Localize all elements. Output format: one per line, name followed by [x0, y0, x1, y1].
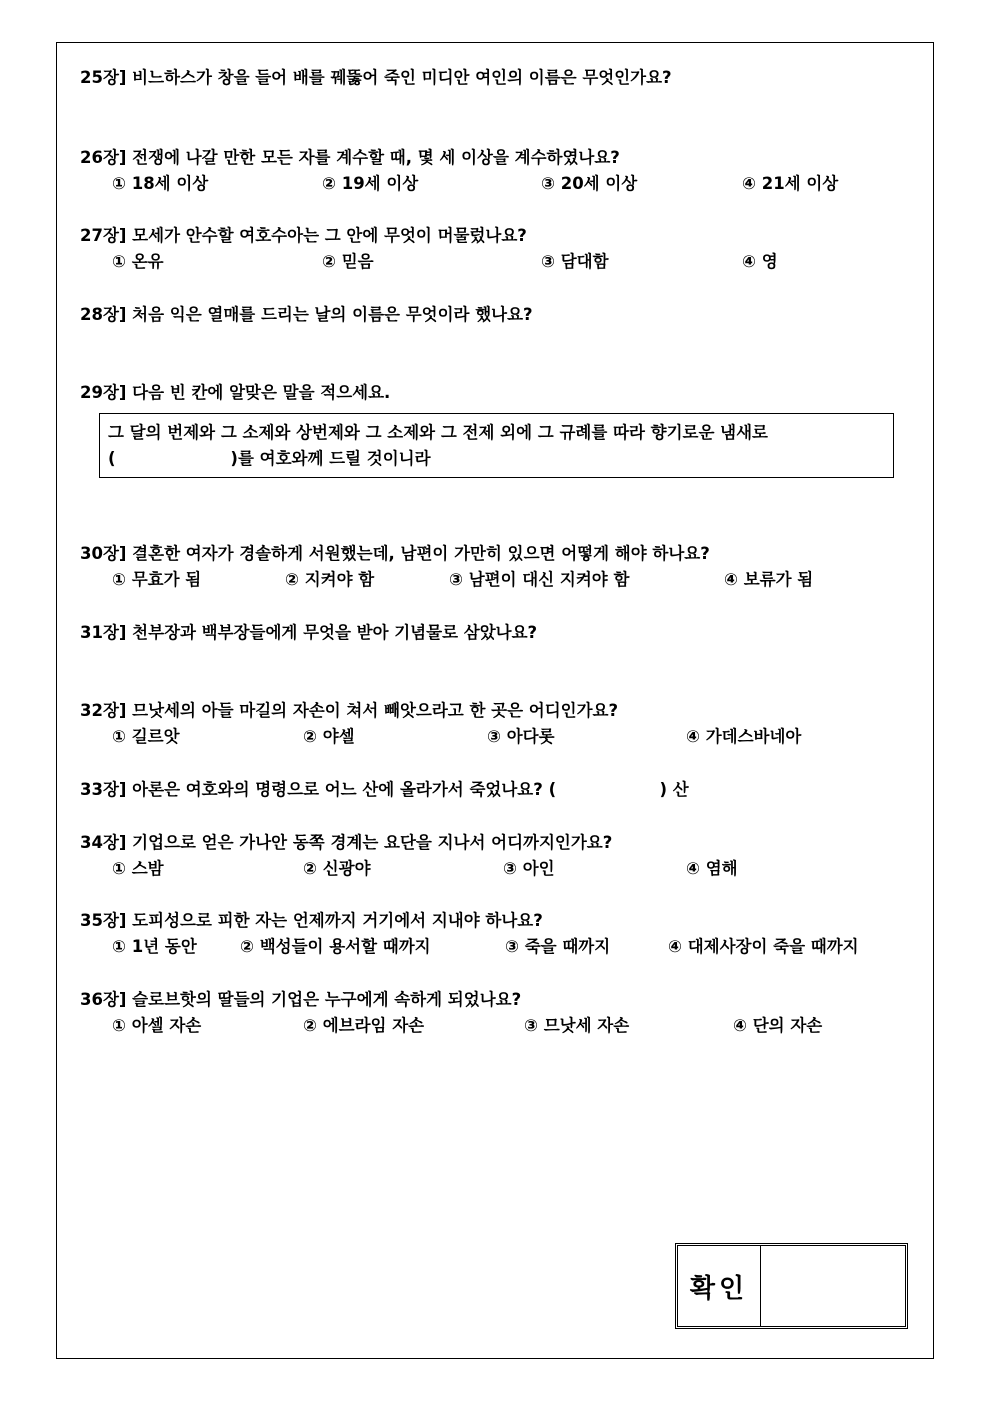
q35-option-2[interactable]: ② 백성들이 용서할 때까지 — [240, 937, 431, 956]
q32-option-3[interactable]: ③ 아다롯 — [487, 727, 555, 746]
question-32: 32장] 므낫세의 아들 마길의 자손이 쳐서 빼앗으라고 한 곳은 어디인가요? — [80, 701, 619, 720]
question-29: 29장] 다음 빈 칸에 알맞은 말을 적으세요. — [80, 383, 391, 402]
q27-option-1[interactable]: ① 온유 — [112, 252, 164, 271]
question-35: 35장] 도피성으로 피한 자는 언제까지 거기에서 지내야 하나요? — [80, 911, 543, 930]
q36-option-1[interactable]: ① 아셀 자손 — [112, 1016, 202, 1035]
question-33: 33장] 아론은 여호와의 명령으로 어느 산에 올라가서 죽었나요? ( ) 산 — [80, 780, 689, 799]
q36-option-3[interactable]: ③ 므낫세 자손 — [524, 1016, 630, 1035]
q30-option-1[interactable]: ① 무효가 됨 — [112, 570, 202, 589]
q27-option-3[interactable]: ③ 담대함 — [541, 252, 609, 271]
q30-option-2[interactable]: ② 지켜야 함 — [285, 570, 375, 589]
q35-option-1[interactable]: ① 1년 동안 — [112, 937, 197, 956]
q34-option-3[interactable]: ③ 아인 — [503, 859, 555, 878]
question-34: 34장] 기업으로 얻은 가나안 동쪽 경계는 요단을 지나서 어디까지인가요? — [80, 833, 613, 852]
q26-option-1[interactable]: ① 18세 이상 — [112, 174, 209, 193]
confirm-label: 확인 — [678, 1246, 761, 1326]
question-25: 25장] 비느하스가 창을 들어 배를 꿰뚫어 죽인 미디안 여인의 이름은 무엇인가요? — [80, 68, 672, 87]
fill-box-line-2: ( )를 여호와께 드릴 것이니라 — [108, 449, 431, 468]
question-27: 27장] 모세가 안수할 여호수아는 그 안에 무엇이 머물렀나요? — [80, 226, 527, 245]
fill-box-line-1: 그 달의 번제와 그 소제와 상번제와 그 소제와 그 전제 외에 그 규례를 따라 향기로운 냄새로 — [108, 423, 768, 442]
question-26: 26장] 전쟁에 나갈 만한 모든 자를 계수할 때, 몇 세 이상을 계수하였나요? — [80, 148, 620, 167]
q30-option-3[interactable]: ③ 남편이 대신 지켜야 함 — [449, 570, 630, 589]
q35-option-4[interactable]: ④ 대제사장이 죽을 때까지 — [668, 937, 859, 956]
question-36: 36장] 슬로브핫의 딸들의 기업은 누구에게 속하게 되었나요? — [80, 990, 522, 1009]
q36-option-2[interactable]: ② 에브라임 자손 — [303, 1016, 425, 1035]
q26-option-2[interactable]: ② 19세 이상 — [322, 174, 419, 193]
q34-option-4[interactable]: ④ 염해 — [686, 859, 738, 878]
q35-option-3[interactable]: ③ 죽을 때까지 — [505, 937, 611, 956]
q32-option-2[interactable]: ② 야셀 — [303, 727, 355, 746]
q32-option-4[interactable]: ④ 가데스바네아 — [686, 727, 802, 746]
q34-option-1[interactable]: ① 스밤 — [112, 859, 164, 878]
q27-option-2[interactable]: ② 믿음 — [322, 252, 374, 271]
q30-option-4[interactable]: ④ 보류가 됨 — [724, 570, 814, 589]
q36-option-4[interactable]: ④ 단의 자손 — [733, 1016, 823, 1035]
confirm-signature-area[interactable] — [761, 1246, 905, 1326]
q26-option-3[interactable]: ③ 20세 이상 — [541, 174, 638, 193]
fill-in-blank-box — [99, 413, 894, 478]
q26-option-4[interactable]: ④ 21세 이상 — [742, 174, 839, 193]
q32-option-1[interactable]: ① 길르앗 — [112, 727, 180, 746]
q34-option-2[interactable]: ② 신광야 — [303, 859, 371, 878]
question-30: 30장] 결혼한 여자가 경솔하게 서원했는데, 남편이 가만히 있으면 어떻게 해야 하나요? — [80, 544, 710, 563]
question-28: 28장] 처음 익은 열매를 드리는 날의 이름은 무엇이라 했나요? — [80, 305, 533, 324]
confirm-box — [675, 1243, 908, 1329]
q27-option-4[interactable]: ④ 영 — [742, 252, 778, 271]
question-31: 31장] 천부장과 백부장들에게 무엇을 받아 기념물로 삼았나요? — [80, 623, 538, 642]
